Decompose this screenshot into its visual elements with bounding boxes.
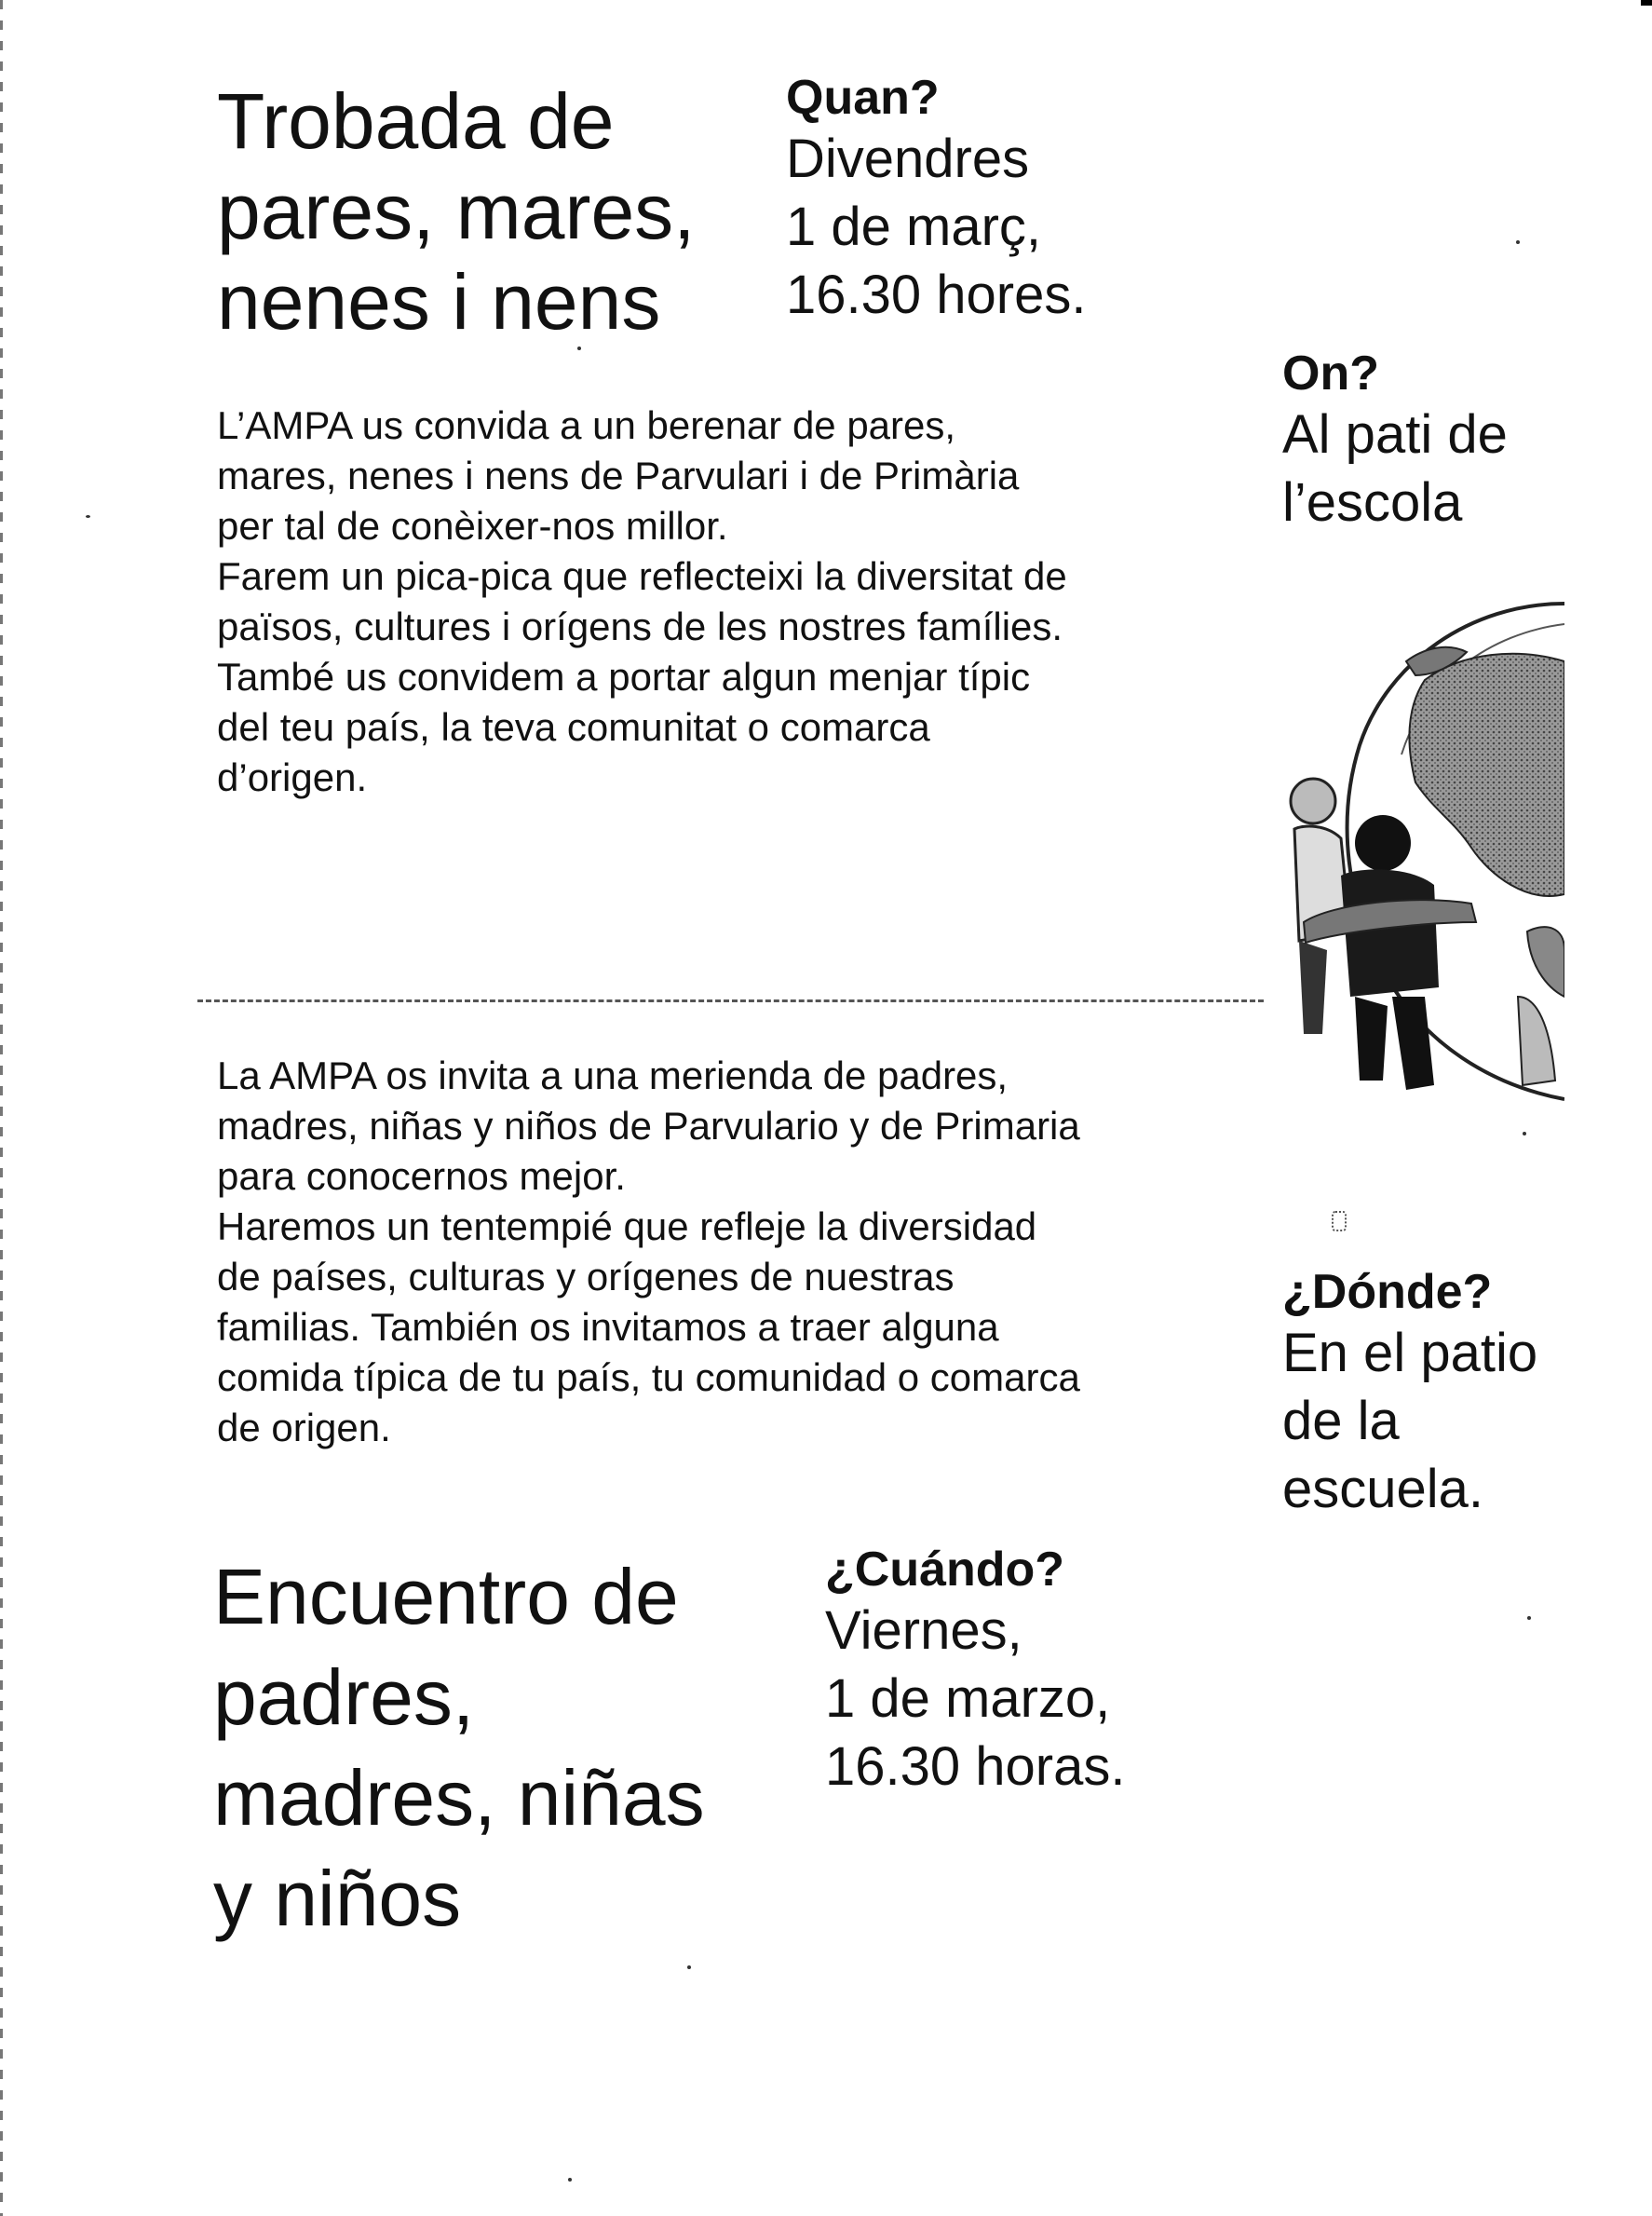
spanish-body-line: de origen.	[217, 1406, 391, 1449]
spanish-where-line: escuela.	[1282, 1459, 1484, 1519]
catalan-body-line: mares, nenes i nens de Parvulari i de Primària	[217, 454, 1020, 497]
catalan-when-line: 16.30 hores.	[786, 265, 1087, 325]
spanish-body	[217, 1051, 1260, 1453]
catalan-title-line: Trobada de	[217, 77, 615, 165]
spanish-body-line: La AMPA os invita a una merienda de padres,	[217, 1054, 1009, 1097]
scan-speck	[86, 515, 90, 518]
spanish-body-line: familias. También os invitamos a traer alguna	[217, 1305, 999, 1349]
catalan-when-line: 1 de març,	[786, 197, 1041, 257]
catalan-body-line: per tal de conèixer-nos millor.	[217, 504, 728, 548]
catalan-body-line: També us convidem a portar algun menjar típic	[217, 655, 1031, 699]
spanish-body-line: madres, niñas y niños de Parvulario y de Primaria	[217, 1104, 1080, 1148]
catalan-when-line: Divendres	[786, 129, 1030, 189]
spanish-when-line: 16.30 horas.	[825, 1736, 1126, 1797]
catalan-body-line: països, cultures i orígens de les nostres famílies.	[217, 605, 1063, 648]
catalan-body-line: d’origen.	[217, 755, 368, 799]
globe-with-children-icon	[1285, 596, 1564, 1118]
catalan-where-label: On?	[1282, 347, 1379, 401]
spanish-title-line: y niños	[213, 1855, 462, 1942]
scan-speck	[1516, 240, 1520, 244]
spanish-when	[825, 1543, 1125, 1801]
spanish-when-line: 1 de marzo,	[825, 1668, 1111, 1729]
spanish-where-line: En el patio	[1282, 1323, 1538, 1383]
scan-speck	[568, 2178, 572, 2182]
spanish-title-line: padres,	[213, 1653, 475, 1741]
section-divider	[197, 999, 1264, 1002]
catalan-body-line: Farem un pica-pica que reflecteixi la diversitat de	[217, 554, 1067, 598]
spanish-when-line: Viernes,	[825, 1600, 1022, 1661]
scan-corner-mark	[1641, 0, 1652, 6]
spanish-when-label: ¿Cuándo?	[825, 1543, 1065, 1597]
spanish-body-line: para conocernos mejor.	[217, 1154, 626, 1198]
scan-speck	[577, 347, 581, 350]
catalan-when-label: Quan?	[786, 71, 940, 125]
scan-speck	[687, 1965, 691, 1969]
scan-edge-marks	[0, 0, 3, 2216]
scan-speck	[1523, 1132, 1526, 1135]
spanish-where	[1282, 1265, 1537, 1523]
catalan-body-line: del teu país, la teva comunitat o comarca	[217, 705, 930, 749]
catalan-body	[217, 401, 1260, 803]
spanish-title-line: Encuentro de	[213, 1553, 679, 1640]
catalan-body-line: L’AMPA us convida a un berenar de pares,	[217, 403, 956, 447]
spanish-title	[213, 1546, 705, 1949]
catalan-title	[217, 76, 696, 347]
catalan-title-line: nenes i nens	[217, 258, 661, 346]
spanish-title-line: madres, niñas	[213, 1754, 705, 1842]
spanish-body-line: comida típica de tu país, tu comunidad o comarca	[217, 1355, 1080, 1399]
catalan-where-line: l’escola	[1282, 472, 1463, 533]
catalan-when	[786, 71, 1086, 329]
catalan-where-line: Al pati de	[1282, 404, 1508, 465]
catalan-title-line: pares, mares,	[217, 168, 696, 255]
spanish-body-line: de países, culturas y orígenes de nuestras	[217, 1255, 955, 1298]
scan-speck	[1332, 1211, 1347, 1231]
spanish-body-line: Haremos un tentempié que refleje la diversidad	[217, 1204, 1037, 1248]
spanish-where-label: ¿Dónde?	[1282, 1265, 1493, 1319]
spanish-where-line: de la	[1282, 1391, 1400, 1451]
scan-speck	[1527, 1616, 1531, 1620]
catalan-where	[1282, 347, 1508, 537]
